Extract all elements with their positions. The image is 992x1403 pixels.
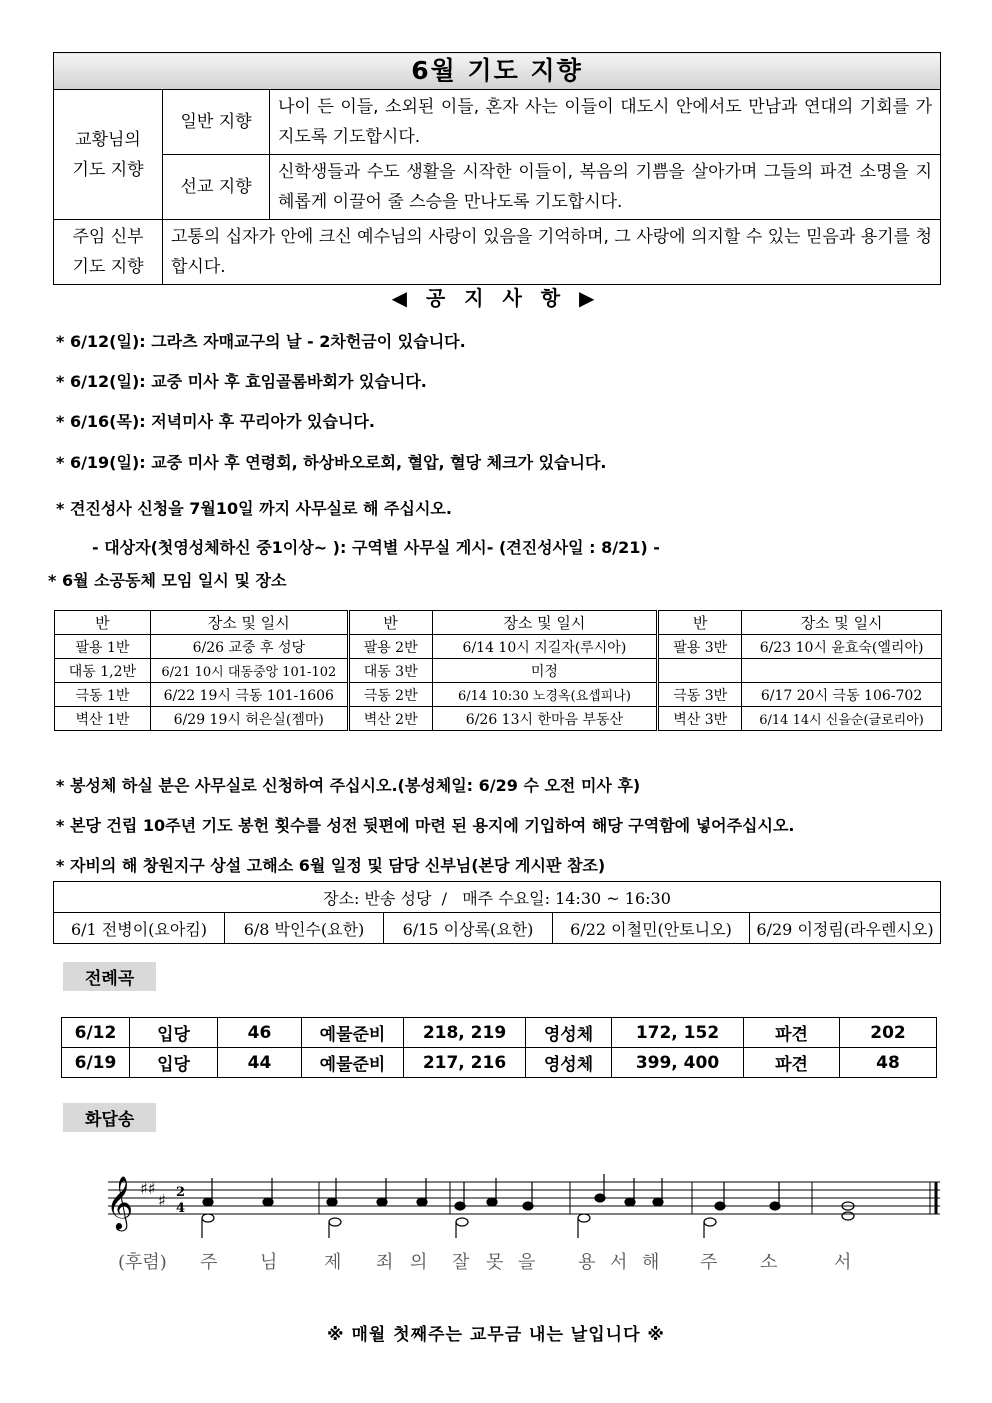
lyric: 주 [700,1252,718,1273]
treble-clef-icon: 𝄞 [106,1175,134,1229]
lyric: 잘 [452,1252,470,1273]
hymn-cell: 예물준비 [302,1018,404,1048]
group-cell: 벽산 2반 [348,707,432,731]
group-cell: 벽산 3반 [658,707,742,731]
group-cell: 팔용 3반 [658,635,742,659]
group-cell: 6/26 13시 한마음 부동산 [432,707,658,731]
hymn-cell: 입당 [130,1018,218,1048]
group-cell: 6/26 교중 후 성당 [150,635,348,659]
group-header: 반 [658,611,742,635]
general-intention-text: 나이 든 이들, 소외된 이들, 혼자 사는 이들이 대도시 안에서도 만남과 연대의 기회를 가지도록 기도합시다. [270,90,941,155]
confession-header: 장소: 반송 성당 / 매주 수요일: 14:30 ~ 16:30 [54,882,941,913]
hymn-cell: 44 [218,1048,302,1078]
confession-cell: 6/22 이철민(안토니오) [553,913,750,944]
hymn-date: 6/19 [62,1048,130,1078]
svg-text:2: 2 [176,1185,186,1200]
confession-cell: 6/15 이상록(요한) [384,913,553,944]
confirmation-notice: * 견진성사 신청을 7월10일 까지 사무실로 해 주십시오. [56,499,452,518]
confession-table [53,881,941,944]
psalm-lyrics [118,1248,878,1276]
lyric: 의 [410,1252,428,1273]
lyric: 해 [642,1252,660,1273]
hymn-cell: 영성체 [526,1018,612,1048]
hymn-cell: 202 [840,1018,937,1048]
group-cell: 6/14 10:30 노경옥(요셉피나) [432,683,658,707]
hymn-cell: 파견 [744,1048,840,1078]
group-cell: 6/22 19시 극동 101-1606 [150,683,348,707]
confession-notice: * 자비의 해 창원지구 상설 고해소 6월 일정 및 담당 신부님(본당 게시판 참조) [56,856,606,875]
mission-intention-label: 선교 지향 [163,155,270,220]
notices-title: ◀ 공 지 사 항 ▶ [391,286,601,310]
confession-cell: 6/8 박인수(요한) [225,913,384,944]
lyric: 을 [518,1252,536,1273]
confirmation-subnotice: - 대상자(첫영성체하신 중1이상~ ): 구역별 사무실 게시- (견진성사일 : 8/21) - [92,538,660,557]
psalm-label: 화답송 [63,1103,156,1132]
hymn-cell: 218, 219 [404,1018,526,1048]
group-header: 장소 및 일시 [432,611,658,635]
group-cell: 6/21 10시 대동중앙 101-102 [150,659,348,683]
group-header: 장소 및 일시 [742,611,942,635]
svg-text:4: 4 [176,1201,186,1216]
hymn-cell: 217, 216 [404,1048,526,1078]
hymn-cell: 399, 400 [612,1048,744,1078]
groups-header-row [55,611,942,635]
hymn-date: 6/12 [62,1018,130,1048]
pope-intention-label: 교황님의 기도 지향 [54,90,163,220]
general-intention-label: 일반 지향 [163,90,270,155]
music-staff [100,1160,950,1240]
group-cell: 벽산 1반 [55,707,151,731]
group-header: 장소 및 일시 [150,611,348,635]
svg-text:♯: ♯ [158,1191,166,1210]
hymns-label: 전례곡 [63,962,156,991]
lyric: 제 [324,1252,342,1273]
hymn-cell: 48 [840,1048,937,1078]
lyric: 서 [834,1252,852,1273]
lyric: 주 [200,1252,218,1273]
group-cell: 6/29 19시 허은실(젬마) [150,707,348,731]
prayer-title: 6월 기도 지향 [54,53,941,90]
table-row [55,683,942,707]
group-cell: 6/14 14시 신을순(글로리아) [742,707,942,731]
lyric: (후렴) [118,1252,167,1273]
group-cell: 6/23 10시 윤효숙(엘리아) [742,635,942,659]
groups-table [54,610,942,731]
footer-notice: ※ 매월 첫째주는 교무금 내는 날입니다 ※ [327,1325,665,1345]
group-header: 반 [348,611,432,635]
group-cell: 6/17 20시 극동 106-702 [742,683,942,707]
table-row [62,1048,937,1078]
group-cell: 미정 [432,659,658,683]
group-cell: 극동 2반 [348,683,432,707]
hymn-cell: 46 [218,1018,302,1048]
group-cell: 대동 3반 [348,659,432,683]
table-row [55,635,942,659]
hymn-cell: 영성체 [526,1048,612,1078]
table-row [55,707,942,731]
notice-item: * 6/19(일): 교중 미사 후 연령회, 하상바오로회, 혈압, 혈당 체크가 있습니다. [56,453,607,472]
lyric: 소 [760,1252,778,1273]
lyric: 님 [260,1252,278,1273]
lyric: 못 [486,1252,504,1273]
group-cell: 대동 1,2반 [55,659,151,683]
confession-cell: 6/1 전병이(요아킴) [54,913,225,944]
pastor-intention-text: 고통의 십자가 안에 크신 예수님의 사랑이 있음을 기억하며, 그 사랑에 의지할 수 있는 믿음과 용기를 청합시다. [163,220,941,285]
group-cell [658,659,742,683]
table-row [62,1018,937,1048]
hymn-cell: 파견 [744,1018,840,1048]
anniversary-notice: * 본당 건립 10주년 기도 봉헌 횟수를 성전 뒷편에 마련 된 용지에 기입하여 해당 구역함에 넣어주십시오. [56,816,795,835]
notice-item: * 6/12(일): 그라츠 자매교구의 날 - 2차헌금이 있습니다. [56,332,466,351]
lyric: 용 [578,1252,596,1273]
lyric: 죄 [376,1252,394,1273]
hymn-cell: 입당 [130,1048,218,1078]
table-row [54,913,941,944]
svg-text:♯♯: ♯♯ [140,1179,156,1198]
groups-title: * 6월 소공동체 모임 일시 및 장소 [48,571,287,590]
group-cell: 극동 3반 [658,683,742,707]
group-cell: 6/14 10시 지길자(루시아) [432,635,658,659]
group-cell: 팔용 1반 [55,635,151,659]
group-cell [742,659,942,683]
hymn-cell: 172, 152 [612,1018,744,1048]
group-header: 반 [55,611,151,635]
prayer-intentions-table [53,52,941,285]
mission-intention-text: 신학생들과 수도 생활을 시작한 이들이, 복음의 기쁨을 살아가며 그들의 파견 소명을 지혜롭게 이끌어 줄 스승을 만나도록 기도합시다. [270,155,941,220]
hymn-cell: 예물준비 [302,1048,404,1078]
group-cell: 팔용 2반 [348,635,432,659]
notice-item: * 6/12(일): 교중 미사 후 효임골롬바회가 있습니다. [56,372,427,391]
notice-item: * 6/16(목): 저녁미사 후 꾸리아가 있습니다. [56,412,375,431]
communion-notice: * 봉성체 하실 분은 사무실로 신청하여 주십시오.(봉성체일: 6/29 수 오전 미사 후) [56,776,641,795]
pastor-intention-label: 주임 신부 기도 지향 [54,220,163,285]
hymns-table [61,1017,937,1078]
lyric: 서 [610,1252,628,1273]
group-cell: 극동 1반 [55,683,151,707]
confession-cell: 6/29 이정림(라우렌시오) [750,913,941,944]
table-row [55,659,942,683]
